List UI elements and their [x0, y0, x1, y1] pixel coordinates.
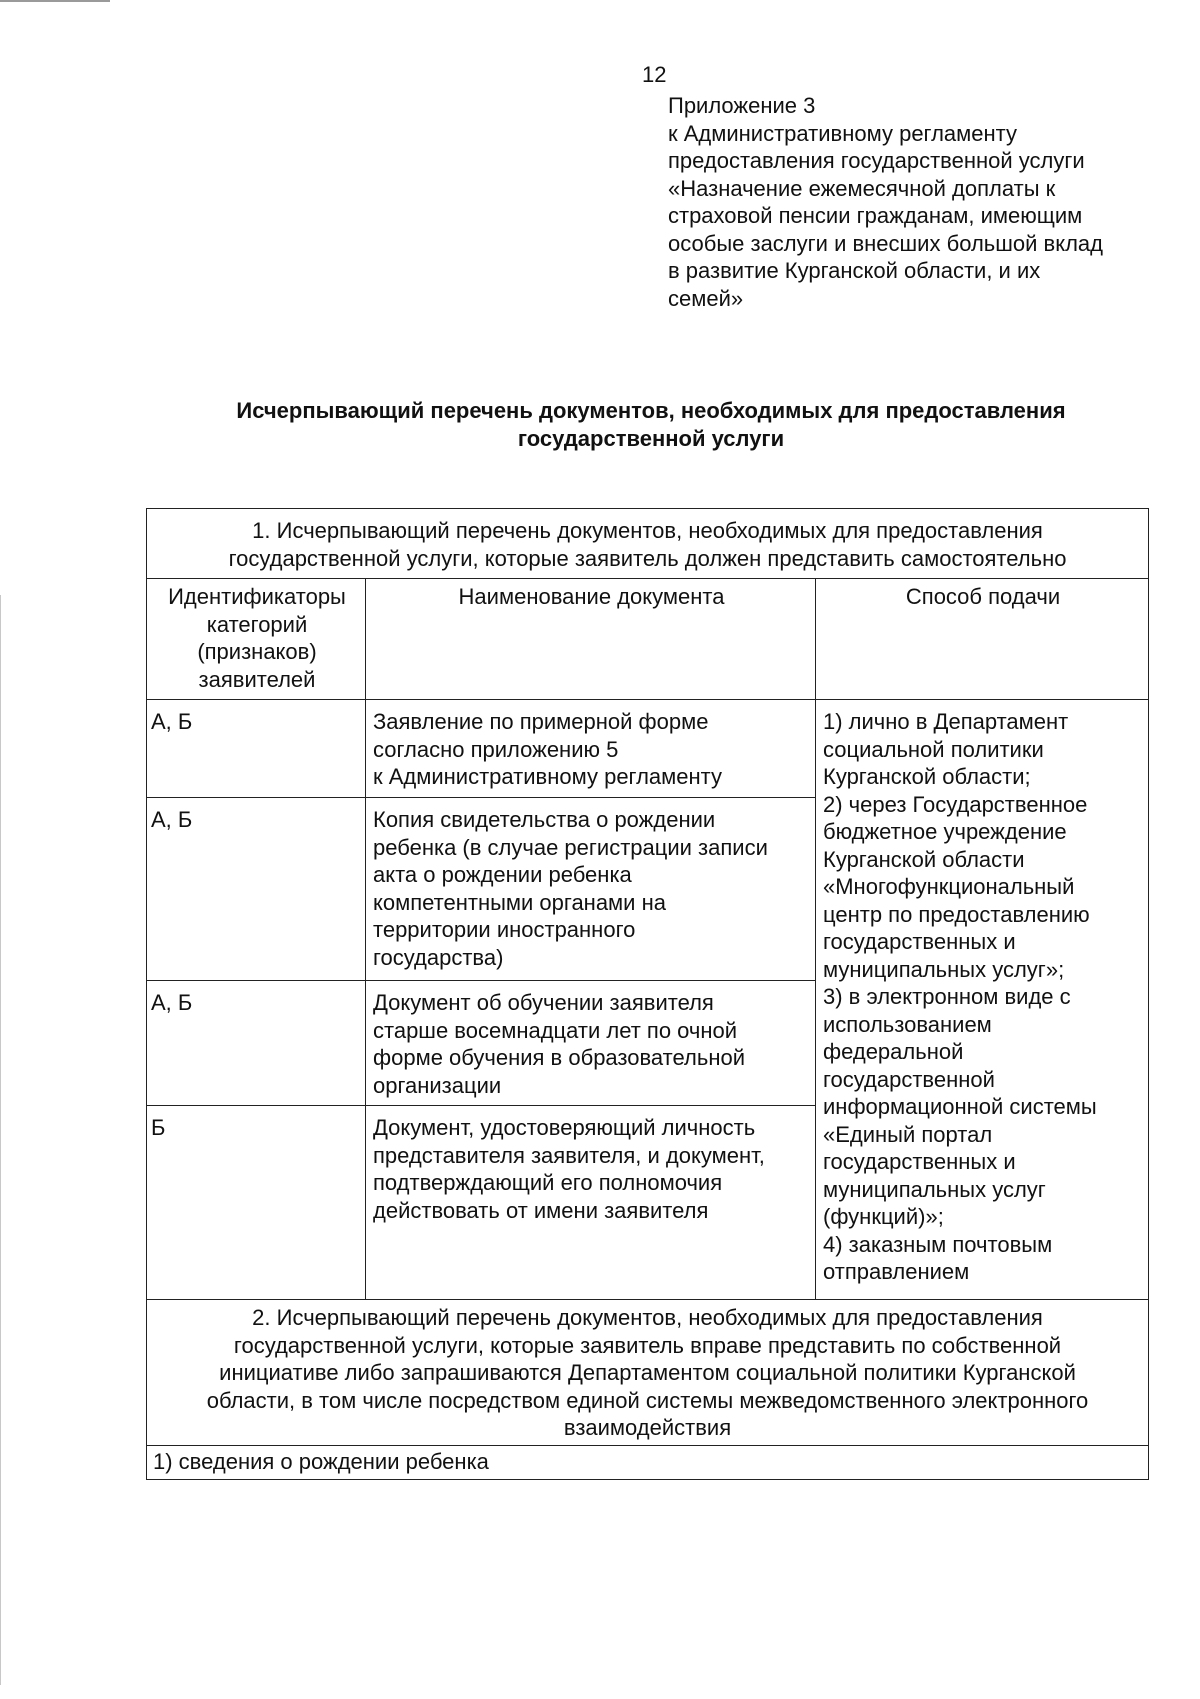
submission-methods: 1) лично в Департамент социальной политики Курганской области; 2) через Государственное бюджетное учреждение Курганской области «Многофункциональный центр по предоставлению государственных и муниципальных услуг»; 3) в электронном виде с использованием федеральной государственной информационной системы «Единый портал государственных и муниципальных услуг (функций)»; 4) заказным почтовым отправлением — [816, 700, 1149, 1300]
row-document-name: Копия свидетельства о рождении ребенка (в случае регистрации записи акта о рождении ребенка компетентными органами на территории иностранного государства) — [366, 798, 816, 981]
row-category: Б — [147, 1106, 366, 1300]
column-header-document-name: Наименование документа — [366, 579, 816, 700]
document-title — [146, 397, 1156, 453]
table-row — [147, 700, 1149, 798]
row-document-name: Документ об обучении заявителя старше восемнадцати лет по очной форме обучения в образовательной организации — [366, 981, 816, 1106]
page-number: 12 — [642, 62, 667, 87]
section1-heading: 1. Исчерпывающий перечень документов, необходимых для предоставления государственной услуги, которые заявитель должен представить самостоятельно — [147, 509, 1149, 579]
appendix-reference: Приложение 3 к Административному регламенту предоставления государственной услуги «Назначение ежемесячной доплаты к страховой пенсии гражданам, имеющим особые заслуги и внесших большой вклад в развитие Курганской области, и их семей» — [668, 93, 1103, 311]
document-title-text: Исчерпывающий перечень документов, необходимых для предоставления государственной услуги — [236, 398, 1066, 451]
row-document-name: Документ, удостоверяющий личность представителя заявителя, и документ, подтверждающий его полномочия действовать от имени заявителя — [366, 1106, 816, 1300]
row-category: А, Б — [147, 981, 366, 1106]
row-category: А, Б — [147, 700, 366, 798]
scan-edge-mark — [0, 595, 1, 1685]
section2-item-row — [147, 1445, 1149, 1479]
section2-heading: 2. Исчерпывающий перечень документов, необходимых для предоставления государственной услуги, которые заявитель вправе представить по собственной инициативе либо запрашиваются Департаментом социальной политики Курганской области, в том числе посредством единой системы межведомственного электронного взаимодействия — [147, 1300, 1149, 1446]
documents-table — [146, 508, 1149, 1480]
section2-heading-row — [147, 1300, 1149, 1446]
column-header-identifiers: Идентификаторы категорий (признаков) заявителей — [147, 579, 366, 700]
scan-edge-mark — [0, 0, 110, 2]
column-header-row — [147, 579, 1149, 700]
row-document-name: Заявление по примерной форме согласно приложению 5 к Административному регламенту — [366, 700, 816, 798]
row-category: А, Б — [147, 798, 366, 981]
column-header-submission-method: Способ подачи — [816, 579, 1149, 700]
section1-heading-row — [147, 509, 1149, 579]
section2-item: 1) сведения о рождении ребенка — [147, 1445, 1149, 1479]
